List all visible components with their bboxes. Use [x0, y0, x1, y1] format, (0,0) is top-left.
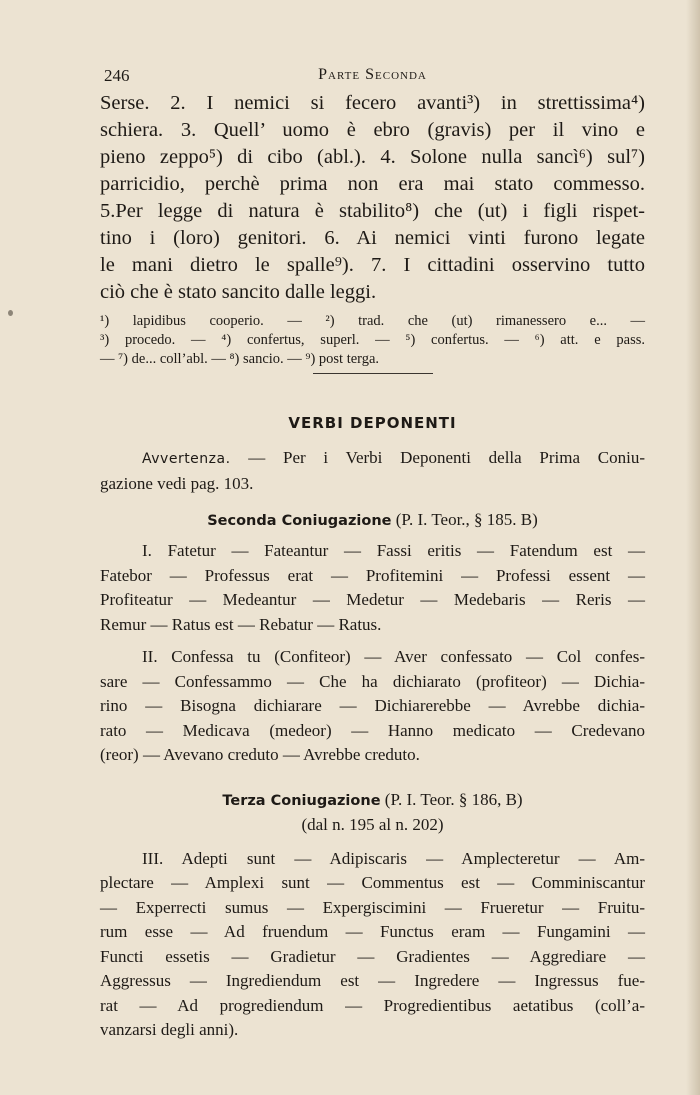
para-line: Fatebor — Professus erat — Profitemini — Professi essent — [100, 565, 645, 585]
para-line: rum esse — Ad fruendum — Functus eram — Fungamini — [100, 922, 645, 941]
paragraph [100, 645, 645, 768]
text-line: parricidio, perchè prima non era mai stato commesso. [100, 173, 645, 195]
note-line [142, 446, 645, 472]
footnote-rule [313, 373, 433, 374]
note-text: — Per i Verbi Deponenti della Prima Coniu- [248, 448, 645, 467]
footnote-line: ¹) lapidibus cooperio. — ²) trad. che (ut) rimanessero e... — [100, 313, 645, 329]
para-line: Remur — Ratus est — Rebatur — Ratus. [100, 614, 382, 634]
para-line: II. Confessa tu (Confiteor) — Aver confessato — Col confes- [142, 647, 645, 666]
avvertenza-note-cont [100, 472, 645, 497]
text-line: tino i (loro) genitori. 6. Ai nemici vinti furono legate [100, 227, 645, 249]
text-line: pieno zeppo⁵) di cibo (abl.). 4. Solone nulla sancì⁶) sul⁷) [100, 146, 645, 168]
footnote-line: — ⁷) de... coll’abl. — ⁸) sancio. — ⁹) post terga. [100, 351, 380, 367]
text-line: Serse. 2. I nemici si fecero avanti³) in strettissima⁴) [100, 92, 645, 114]
subsection-ref: (P. I. Teor., § 185. B) [395, 510, 538, 529]
subsection-heading [100, 788, 645, 813]
footnotes [100, 312, 645, 369]
para-line: (reor) — Avevano creduto — Avrebbe creduto. [100, 745, 420, 764]
page-number: 246 [104, 66, 130, 85]
exercise-text [100, 90, 645, 306]
paper-spot [8, 310, 13, 316]
paragraph [100, 847, 645, 1043]
text-line: ciò che è stato sancito dalle leggi. [100, 281, 377, 303]
para-line: Aggressus — Ingrediendum est — Ingredere — Ingressus fue- [100, 971, 645, 990]
para-line: rat — Ad progrediendum — Progredientibus aetatibus (coll’a- [100, 995, 645, 1015]
para-line: — Experrecti sumus — Expergiscimini — Frueretur — Fruitu- [100, 897, 645, 917]
subsection-ref: (P. I. Teor. § 186, B) [384, 789, 523, 809]
subsection-heading [100, 508, 645, 533]
para-line: Profiteatur — Medeantur — Medetur — Medebaris — Reris — [100, 590, 645, 609]
running-head: Parte Seconda [318, 66, 427, 83]
para-line: plectare — Amplexi sunt — Commentus est — Comminiscantur [100, 873, 645, 892]
subsection-range [100, 813, 645, 837]
page-content [100, 60, 645, 1043]
para-line: I. Fatetur — Fateantur — Fassi eritis — Fatendum est — [142, 541, 645, 560]
footnote-line: ³) procedo. — ⁴) confertus, superl. — ⁵) confertus. — ⁶) att. e pass. [100, 332, 645, 348]
para-line: rino — Bisogna dichiarare — Dichiarerebbe — Avrebbe dichia- [100, 696, 645, 715]
page-header [100, 60, 645, 90]
paragraph [100, 539, 645, 637]
avvertenza-note [100, 446, 645, 472]
text-line: schiera. 3. Quell’ uomo è ebro (gravis) per il vino e [100, 119, 645, 141]
subsection-title: Terza Coniugazione [222, 792, 381, 809]
para-line: III. Adepti sunt — Adipiscaris — Amplecteretur — Am- [142, 848, 645, 868]
para-line: sare — Confessammo — Che ha dichiarato (profiteor) — Dichia- [100, 671, 645, 691]
para-line: vanzarsi degli anni). [100, 1020, 239, 1039]
section-title: VERBI DEPONENTI [288, 414, 457, 432]
para-line: Functi essetis — Gradietur — Gradientes — Aggrediare — [100, 946, 645, 966]
para-line: rato — Medicava (medeor) — Hanno medicato — Credevano [100, 720, 645, 740]
note-label: Avvertenza. [142, 451, 231, 467]
subsection-title: Seconda Coniugazione [207, 513, 392, 529]
page-edge [686, 0, 700, 1095]
range-text: (dal n. 195 al n. 202) [301, 814, 444, 834]
text-line: le mani dietro le spalle⁹). 7. I cittadini osservino tutto [100, 254, 645, 276]
note-line: gazione vedi pag. 103. [100, 473, 254, 493]
text-line: 5.Per legge di natura è stabilito⁸) che (ut) i figli rispet- [100, 200, 645, 222]
